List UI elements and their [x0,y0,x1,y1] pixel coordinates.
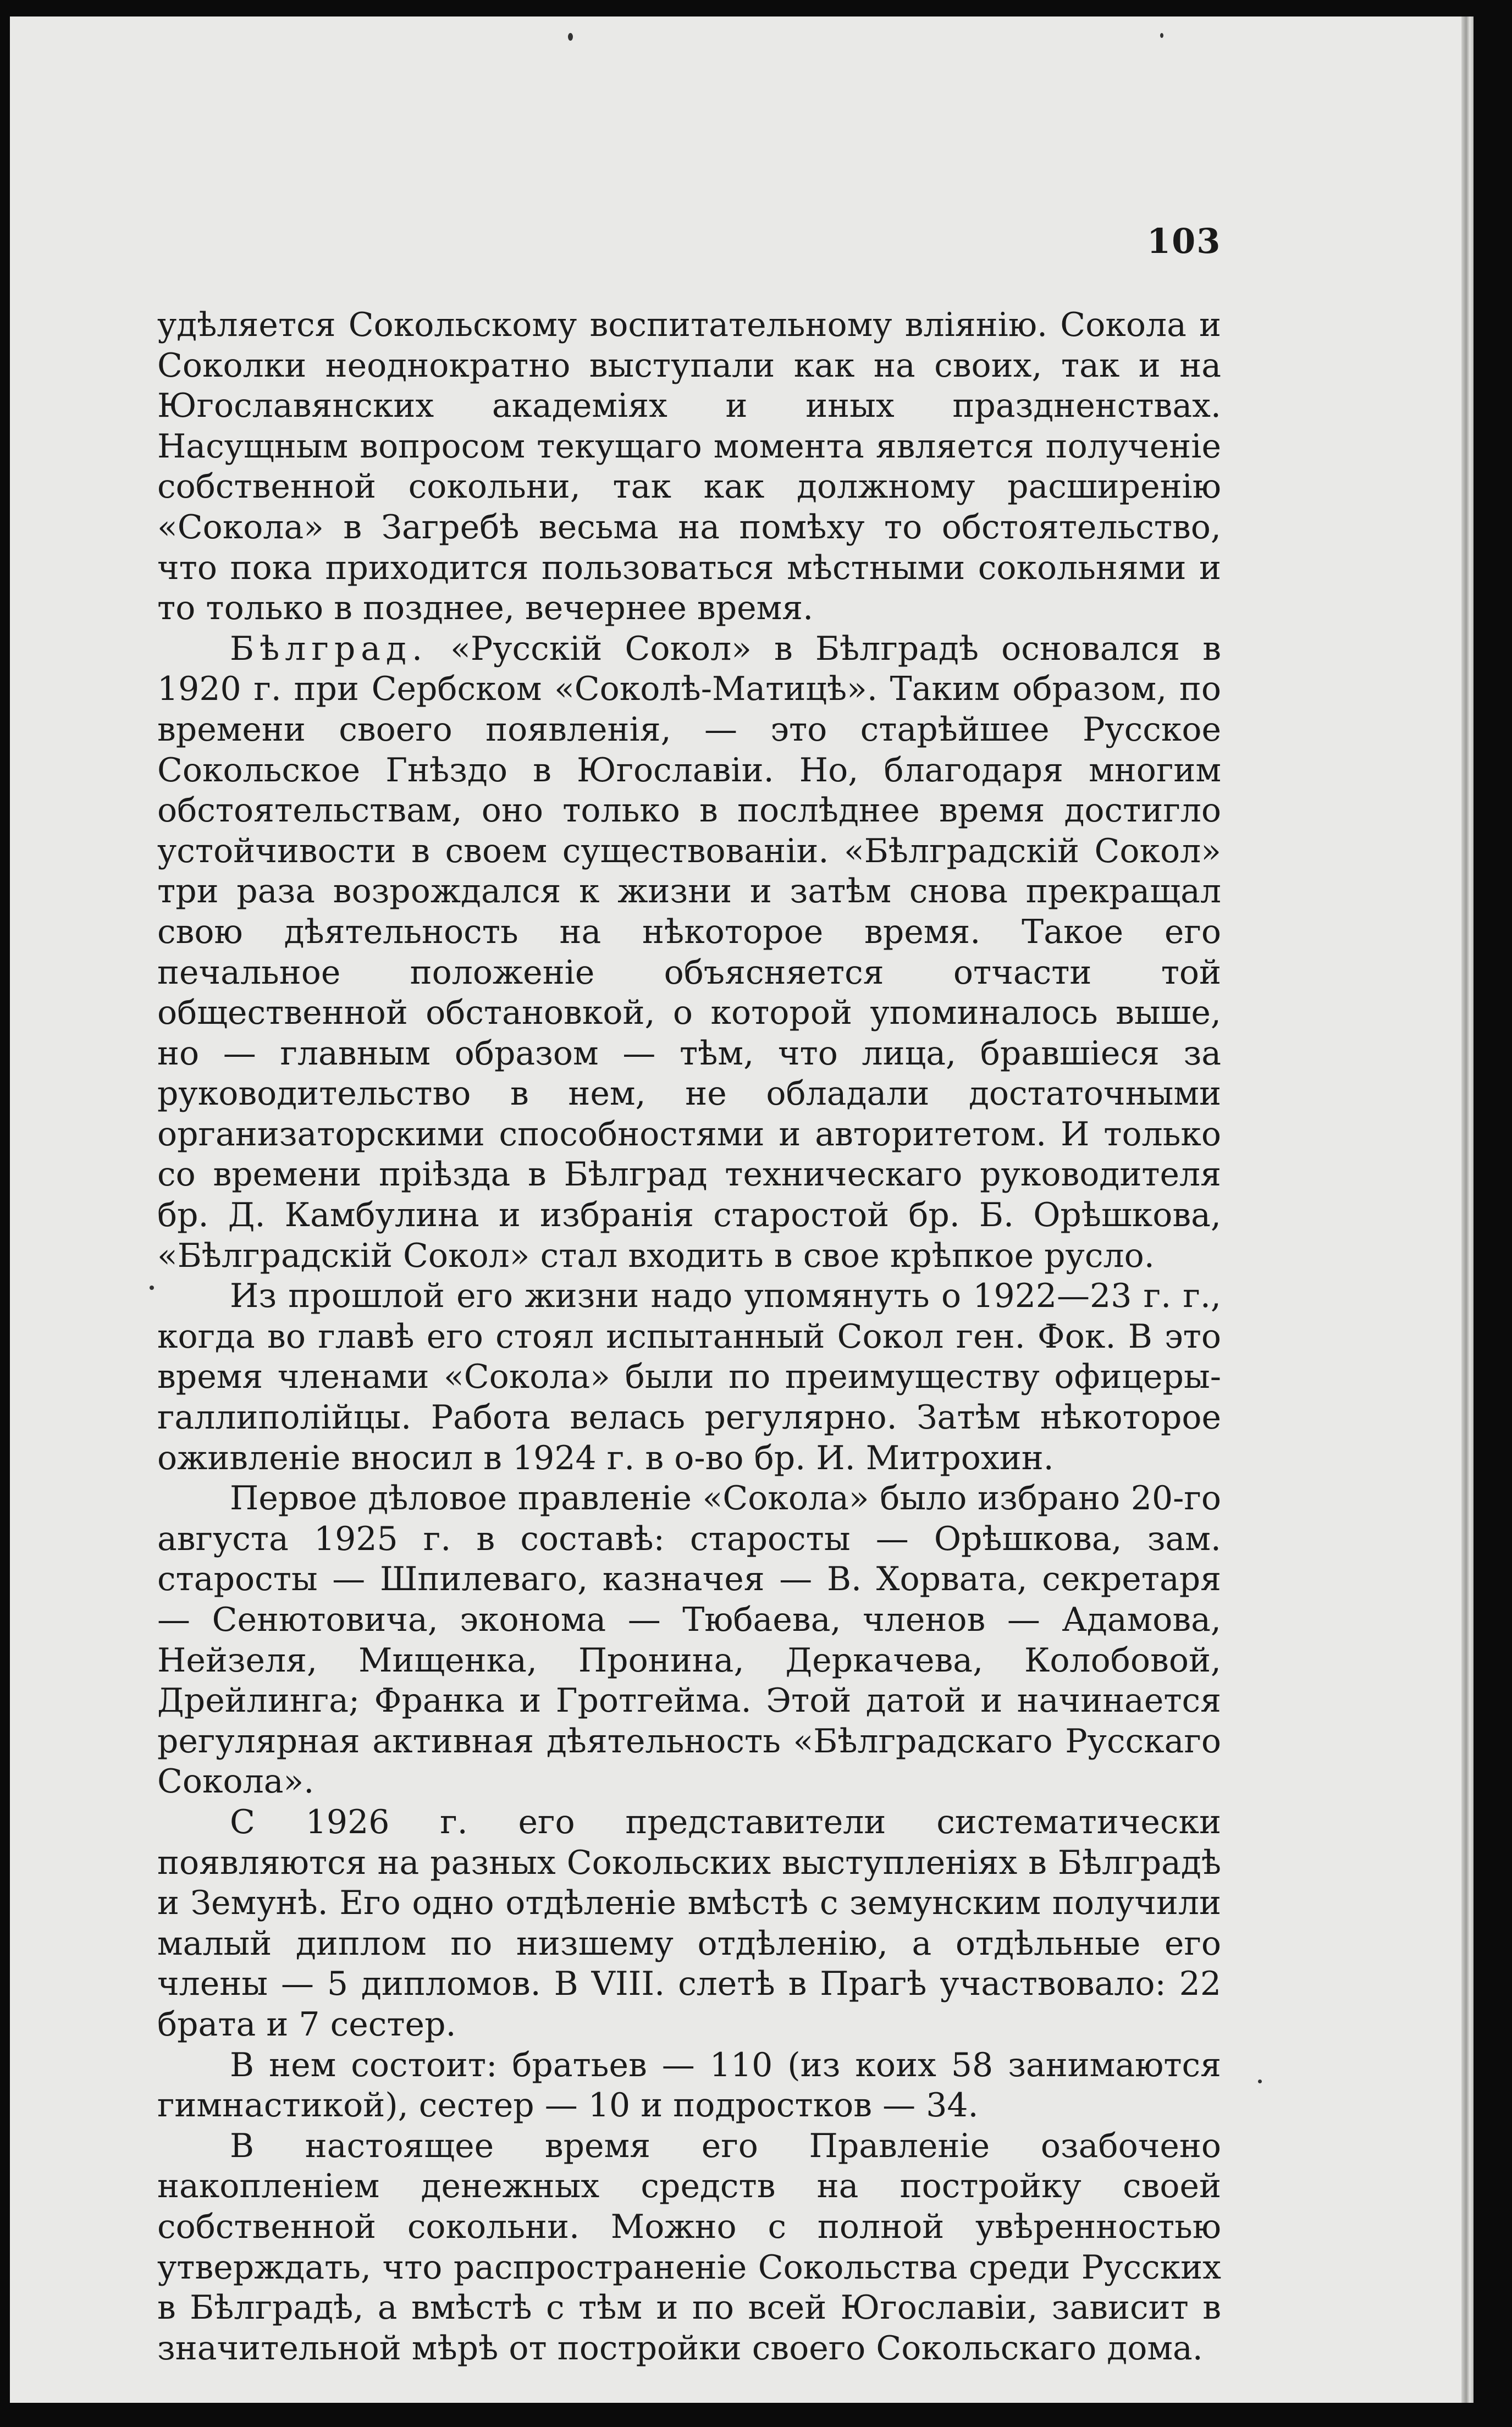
book-page [10,16,1461,2403]
paragraph-5: С 1926 г. его представители систематически появляются на разных Сокольских выступленіях в Бѣлградѣ и Земунѣ. Его одно отдѣленіе вмѣстѣ с земунским получили малый диплом по низшему отдѣленію, а отдѣльные его члены — 5 дипломов. В VIII. слетѣ в Прагѣ участвовало: 22 брата и 7 сестер. [157,1802,1221,2044]
print-speck [568,33,573,41]
paragraph-2-text: «Русскій Сокол» в Бѣлградѣ основался в 1920 г. при Сербском «Соколѣ-Матицѣ». Таким образом, по времени своего появленія, — это старѣйшее Русское Сокольское Гнѣздо в Югославіи. Но, благодаря многим обстоятельствам, оно только в послѣднее время достигло устойчивости в своем существованіи. «Бѣлградскій Сокол» три раза возрождался к жизни и затѣм снова прекращал свою дѣятельность на нѣкоторое время. Такое его печальное положеніе объясняется отчасти той общественной обстановкой, о которой упоминалось выше, но — главным образом — тѣм, что лица, бравшіеся за руководительство в нем, не обладали достаточными организаторскими способностями и авторитетом. И только со времени пріѣзда в Бѣлград техническаго руководителя бр. Д. Камбулина и избранія старостой бр. Б. Орѣшкова, «Бѣлградскій Сокол» стал входить в свое крѣпкое русло. [157,629,1221,1275]
paragraph-4: Первое дѣловое правленіе «Сокола» было избрано 20-го августа 1925 г. в составѣ: старосты — Орѣшкова, зам. старосты — Шпилеваго, казначея — В. Хорвата, секретаря — Сенютовича, эконома — Тюбаева, членов — Адамова, Нейзеля, Мищенка, Пронина, Деркачева, Колобовой, Дрейлинга; Франка и Гротгейма. Этой датой и начинается регулярная активная дѣятельность «Бѣлградскаго Русскаго Сокола». [157,1479,1221,1801]
paragraph-2 [157,629,1221,1277]
section-lead-belgrade: Бѣлград. [230,629,428,668]
paragraph-7: В настоящее время его Правленіе озабочено накопленіем денежных средств на постройку своей собственной сокольни. Можно с полной увѣренностью утверждать, что распространеніе Сокольства среди Русских в Бѣлградѣ, а вмѣстѣ с тѣм и по всей Югославіи, зависит в значительной мѣрѣ от постройки своего Сокольскаго дома. [157,2126,1221,2368]
print-speck [1258,2080,1262,2083]
paragraph-1: удѣляется Сокольскому воспитательному вліянію. Сокола и Соколки неоднократно выступали как на своих, так и на Югославянских академіях и иных праздненствах. Насущным вопросом текущаго момента является полученіе собственной сокольни, так как должному расширенію «Сокола» в Загребѣ весьма на помѣху то обстоятельство, что пока приходится пользоваться мѣстными сокольнями и то только в позднее, вечернее время. [157,306,1221,628]
paragraph-6: В нем состоит: братьев — 110 (из коих 58 занимаются гимнастикой), сестер — 10 и подростков — 34. [157,2045,1221,2125]
page-number: 103 [1147,221,1222,261]
body-text [157,305,1221,2369]
page-edge-shadow [1461,16,1474,2403]
paragraph-3: Из прошлой его жизни надо упомянуть о 1922—23 г. г., когда во главѣ его стоял испытанный Сокол ген. Фок. В это время членами «Сокола» были по преимуществу офицеры-галлиполійцы. Работа велась регулярно. Затѣм нѣкоторое оживленіе вносил в 1924 г. в о-во бр. И. Митрохин. [157,1277,1221,1477]
print-speck [150,1286,154,1290]
print-speck [1160,33,1163,38]
